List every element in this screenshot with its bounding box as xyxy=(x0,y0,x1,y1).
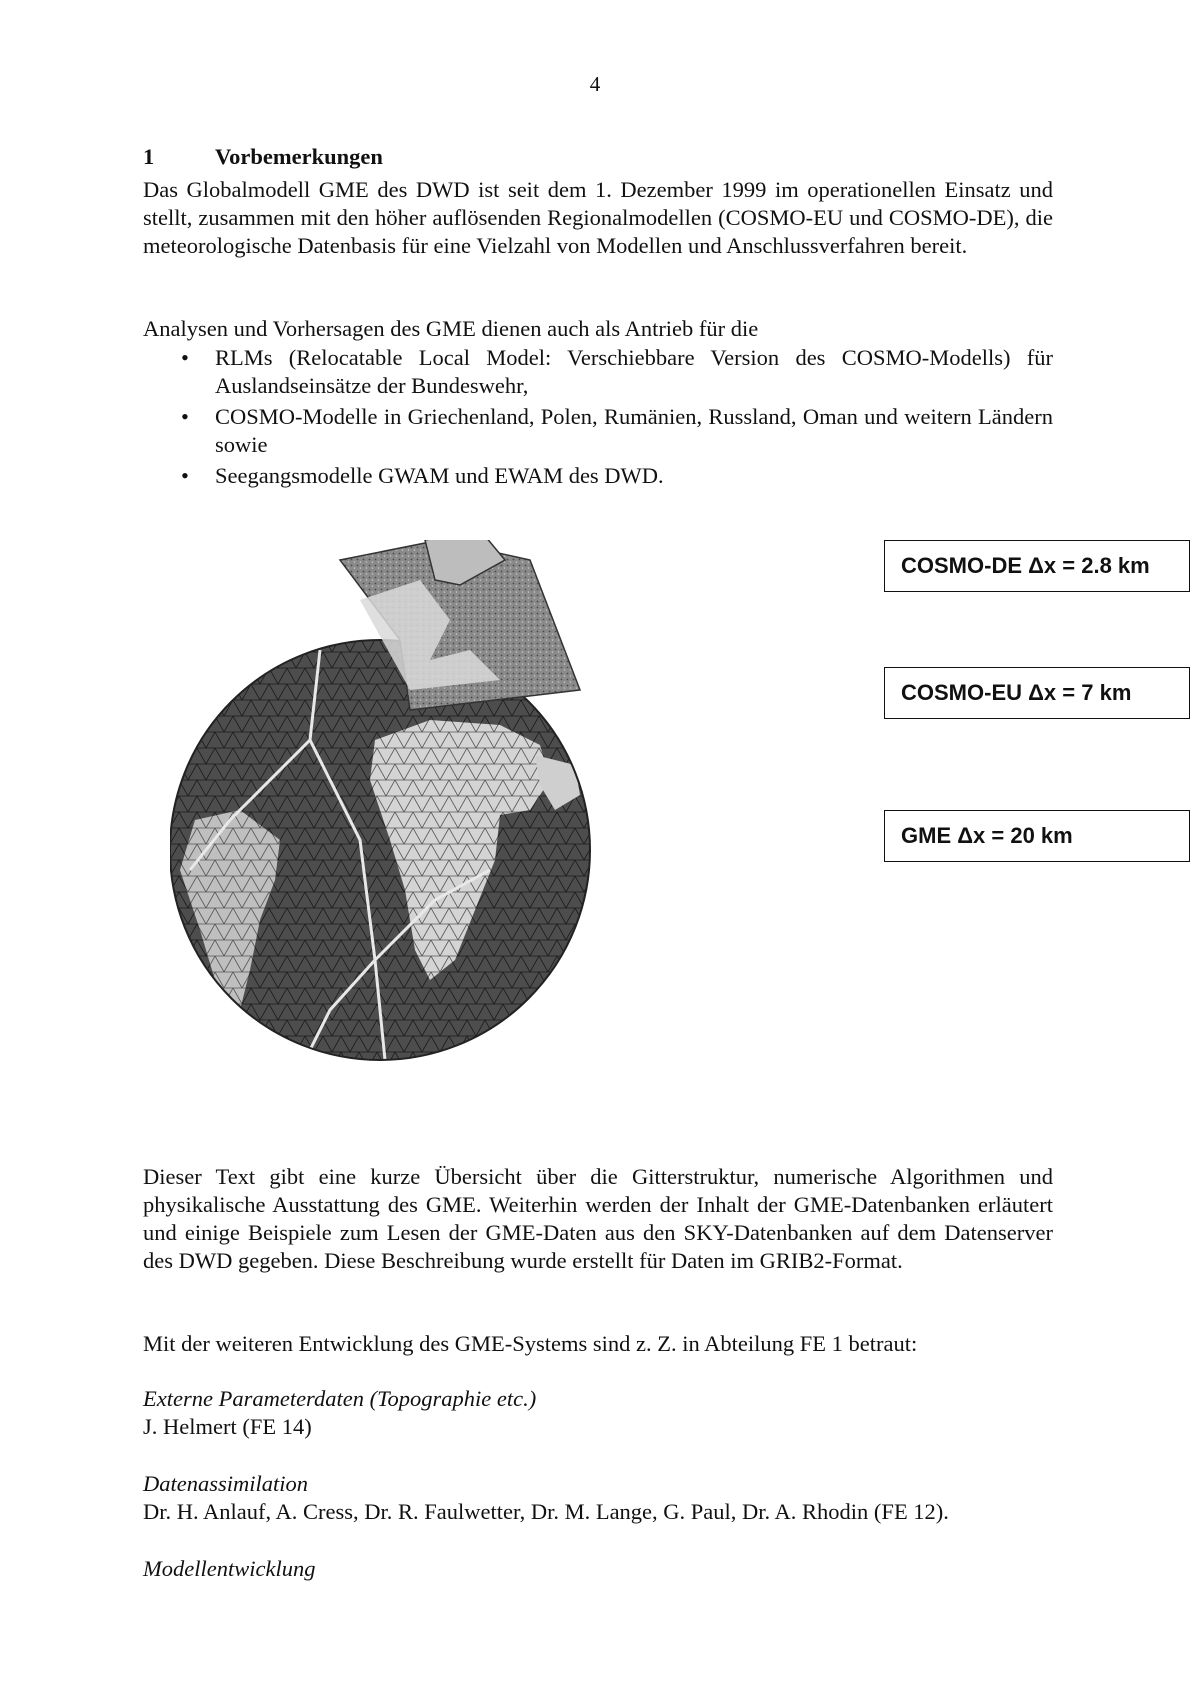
globe-illustration xyxy=(170,540,630,1100)
bullet-icon: • xyxy=(181,345,189,370)
model-grid-figure xyxy=(170,540,1150,1100)
gme-label: GME Δx = 20 km xyxy=(884,810,1190,862)
bullet-icon: • xyxy=(181,463,189,488)
usage-list xyxy=(143,344,1053,493)
section-title-model-development: Modellentwicklung xyxy=(143,1556,316,1581)
overview-paragraph: Dieser Text gibt eine kurze Übersicht über die Gitterstruktur, numerische Algorithmen und physikalische Ausstattung des GME. Weiterhin werden der Inhalt der GME-Datenbanken erläutert und einige Beispiele zum Lesen der GME-Daten aus den SKY-Datenbanken auf dem Datenserver des DWD gegeben. Diese Beschreibung wurde erstellt für Daten im GRIB2-Format. xyxy=(143,1164,1053,1273)
section-names-external-data: J. Helmert (FE 14) xyxy=(143,1414,312,1439)
section-title-external-data: Externe Parameterdaten (Topographie etc.) xyxy=(143,1386,537,1411)
section-names-assimilation: Dr. H. Anlauf, A. Cress, Dr. R. Faulwetter, Dr. M. Lange, G. Paul, Dr. A. Rhodin (FE 12). xyxy=(143,1499,949,1524)
list-item: • Seegangsmodelle GWAM und EWAM des DWD. xyxy=(181,463,664,488)
section-heading xyxy=(143,143,383,171)
section-title-assimilation: Datenassimilation xyxy=(143,1471,309,1496)
cosmo-eu-label: COSMO-EU Δx = 7 km xyxy=(884,667,1190,719)
responsibility-sentence: Mit der weiteren Entwicklung des GME-Systems sind z. Z. in Abteilung FE 1 betraut: xyxy=(143,1331,918,1356)
section-number: 1 xyxy=(143,144,155,169)
list-item: • COSMO-Modelle in Griechenland, Polen, Rumänien, Russland, Oman und weitern Ländern sowie xyxy=(181,404,1053,457)
page-number: 4 xyxy=(589,72,601,96)
bullet-icon: • xyxy=(181,404,189,429)
section-title: Vorbemerkungen xyxy=(215,144,383,169)
list-item: • RLMs (Relocatable Local Model: Verschiebbare Version des COSMO-Modells) für Auslandseinsätze der Bundeswehr, xyxy=(181,345,1053,398)
lead-sentence: Analysen und Vorhersagen des GME dienen auch als Antrieb für die xyxy=(143,316,759,341)
intro-paragraph: Das Globalmodell GME des DWD ist seit dem 1. Dezember 1999 im operationellen Einsatz und stellt, zusammen mit den höher auflösenden Regionalmodellen (COSMO-EU und COSMO-DE), die meteorologische Datenbasis für eine Vielzahl von Modellen und Anschlussverfahren bereit. xyxy=(143,177,1053,258)
cosmo-de-label: COSMO-DE Δx = 2.8 km xyxy=(884,540,1190,592)
